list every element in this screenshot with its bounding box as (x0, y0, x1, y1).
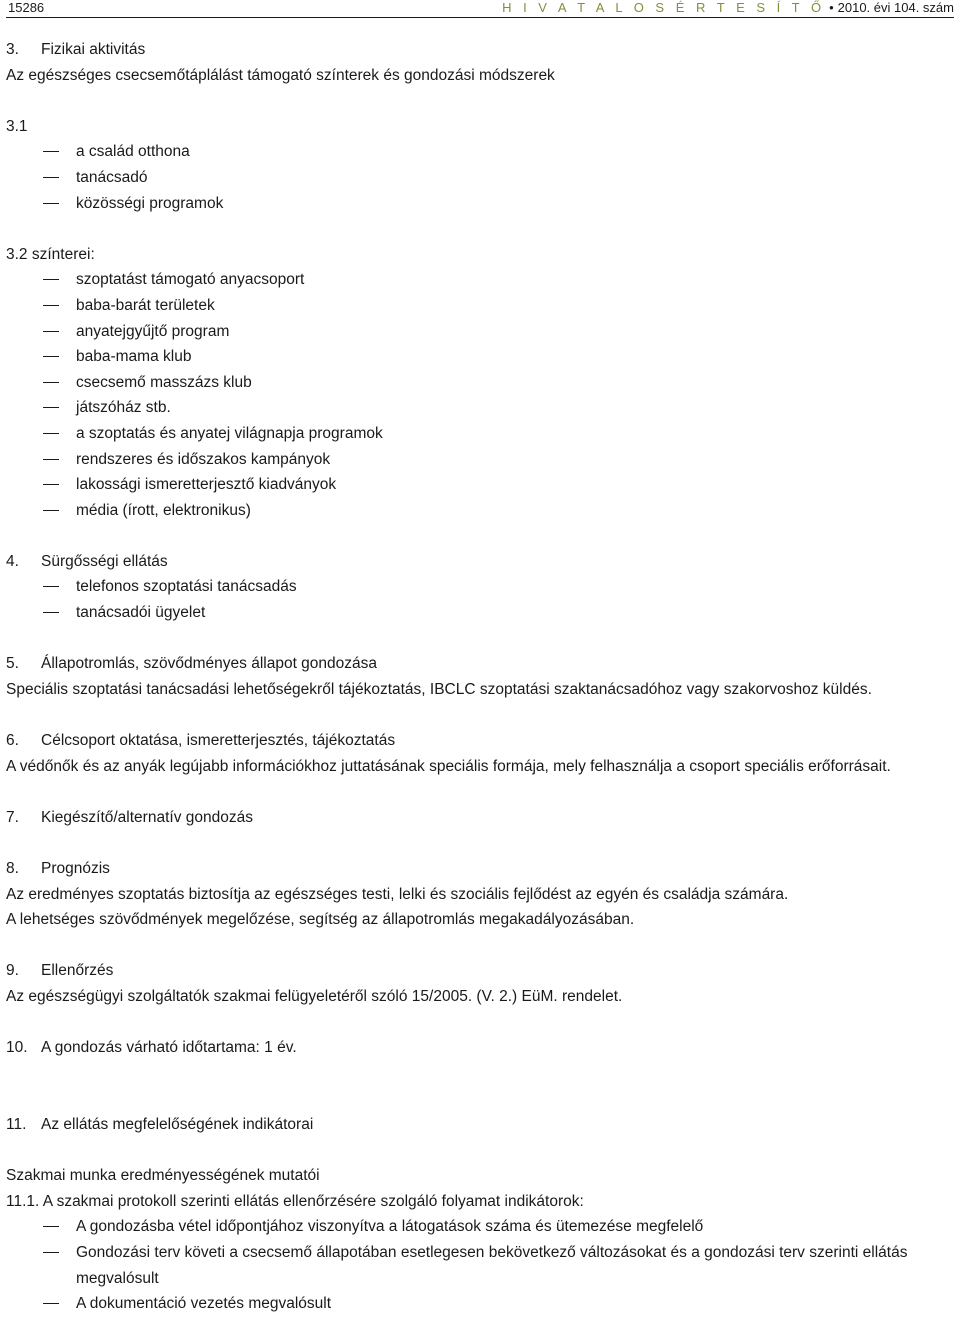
list-item: A dokumentáció vezetés megvalósult (6, 1291, 954, 1317)
section-3-1-number: 3.1 (6, 117, 28, 135)
list-item: a család otthona (6, 139, 954, 165)
list-item: csecsemő masszázs klub (6, 370, 954, 396)
dash-icon (43, 1303, 59, 1304)
list-item: telefonos szoptatási tanácsadás (6, 574, 954, 600)
list-item: tanácsadói ügyelet (6, 600, 954, 626)
dash-icon (43, 1226, 59, 1227)
dash-icon (43, 331, 59, 332)
section-8-text-1: Az eredményes szoptatás biztosítja az egészséges testi, lelki és szociális fejlődést az egyén és családja számára. (6, 885, 789, 903)
dash-icon (43, 203, 59, 204)
list-item: Gondozási terv követi a csecsemő állapotában esetlegesen bekövetkező változásokat és a gondozási terv szerinti ellátás megvalósult (6, 1240, 954, 1291)
section-3-subtitle: Az egészséges csecsemőtáplálást támogató színterek és gondozási módszerek (6, 66, 555, 84)
list-item: anyatejgyűjtő program (6, 319, 954, 345)
section-3-2-heading: 3.2 színterei: (6, 245, 95, 263)
dash-icon (43, 356, 59, 357)
section-9-heading: 9. Ellenőrzés (6, 962, 114, 980)
list-item: A gondozásba vétel időpontjához viszonyítva a látogatások száma és ütemezése megfelelő (6, 1214, 954, 1240)
section-9-text: Az egészségügyi szolgáltatók szakmai felügyeletéről szóló 15/2005. (V. 2.) EüM. rendelet. (6, 987, 623, 1005)
page-header (6, 0, 954, 16)
section-4-heading: 4. Sürgősségi ellátás (6, 552, 168, 570)
publication-name: H I V A T A L O S É R T E S Í T Ő (502, 0, 826, 15)
document-body (6, 37, 954, 1317)
list-item: baba-mama klub (6, 344, 954, 370)
section-10-heading: 10. A gondozás várható időtartama: 1 év. (6, 1039, 297, 1057)
section-7-heading: 7. Kiegészítő/alternatív gondozás (6, 808, 253, 826)
list-item: közösségi programok (6, 191, 954, 217)
bullet-icon: • (829, 0, 834, 15)
dash-icon (43, 612, 59, 613)
dash-icon (43, 433, 59, 434)
section-5-text: Speciális szoptatási tanácsadási lehetőségekről tájékoztatás, IBCLC szoptatási szaktanácsadóhoz vagy szakorvoshoz küldés. (6, 680, 872, 698)
list-item: tanácsadó (6, 165, 954, 191)
section-6-text: A védőnők és az anyák legújabb információkhoz juttatásának speciális formája, mely felhasználja a csoport speciális erőforrásait. (6, 757, 891, 775)
dash-icon (43, 279, 59, 280)
list-item: baba-barát területek (6, 293, 954, 319)
dash-icon (43, 510, 59, 511)
publication-title (502, 0, 954, 16)
list-item: a szoptatás és anyatej világnapja programok (6, 421, 954, 447)
section-8-text-2: A lehetséges szövődmények megelőzése, segítség az állapotromlás megakadályozásában. (6, 911, 635, 929)
list-item: rendszeres és időszakos kampányok (6, 447, 954, 473)
dash-icon (43, 305, 59, 306)
list-item: szoptatást támogató anyacsoport (6, 267, 954, 293)
dash-icon (43, 1252, 59, 1253)
section-3-heading: 3. Fizikai aktivitás (6, 41, 146, 58)
section-6-heading: 6. Célcsoport oktatása, ismeretterjesztés, tájékoztatás (6, 732, 396, 750)
dash-icon (43, 177, 59, 178)
section-5-heading: 5. Állapotromlás, szövődményes állapot gondozása (6, 655, 378, 673)
header-rule (6, 17, 954, 18)
list-item: játszóház stb. (6, 395, 954, 421)
section-11-subtitle: Szakmai munka eredményességének mutatói (6, 1167, 320, 1185)
dash-icon (43, 407, 59, 408)
page-number: 15286 (8, 0, 45, 15)
dash-icon (43, 459, 59, 460)
section-11-heading: 11. Az ellátás megfelelőségének indikátorai (6, 1115, 314, 1133)
dash-icon (43, 484, 59, 485)
dash-icon (43, 586, 59, 587)
dash-icon (43, 382, 59, 383)
issue-number: 2010. évi 104. szám (837, 0, 954, 15)
section-11-1-heading: 11.1. A szakmai protokoll szerinti ellátás ellenőrzésére szolgáló folyamat indikátorok: (6, 1192, 584, 1210)
list-item: lakossági ismeretterjesztő kiadványok (6, 472, 954, 498)
list-item: média (írott, elektronikus) (6, 498, 954, 524)
section-8-heading: 8. Prognózis (6, 860, 110, 877)
dash-icon (43, 151, 59, 152)
